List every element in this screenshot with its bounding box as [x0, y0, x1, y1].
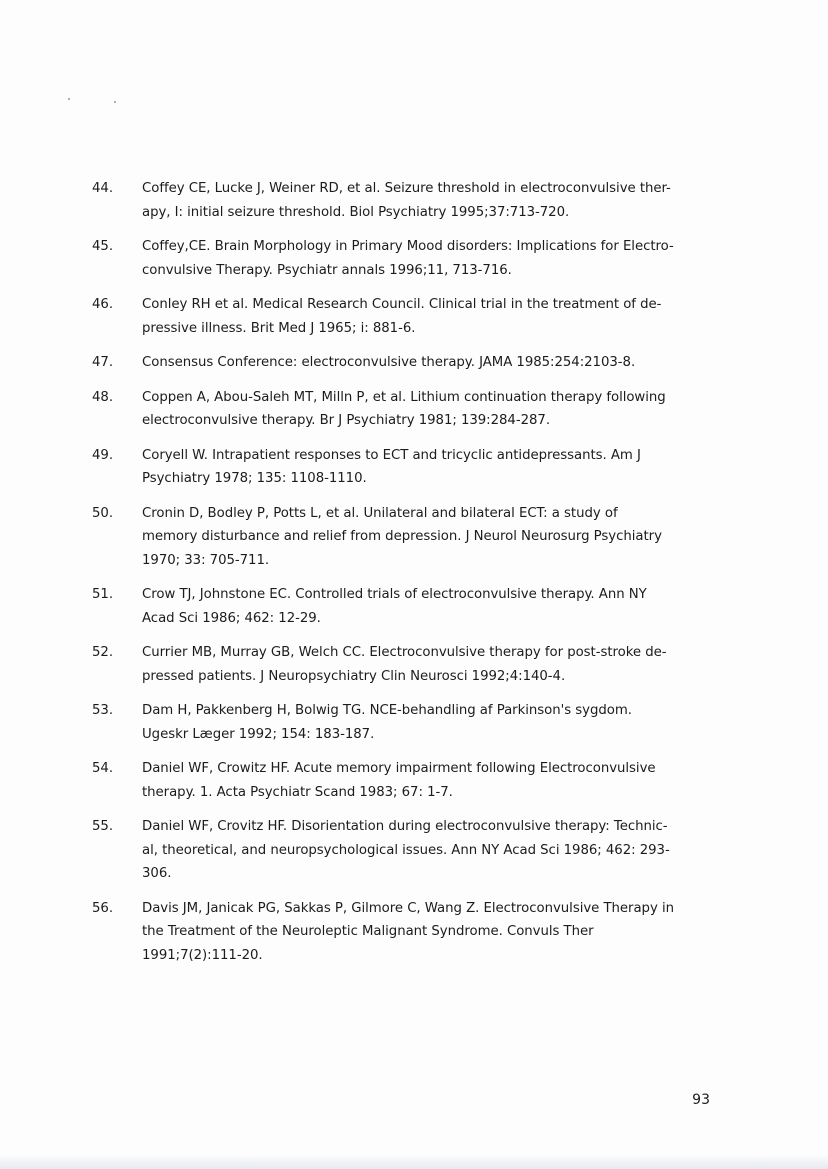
reference-text: Daniel WF, Crovitz HF. Disorientation during electroconvulsive therapy: Technic- al, theoretical, and neuropsychological issues. Ann NY Acad Sci 1986; 462: 293- 306.: [142, 819, 670, 881]
reference-list: [92, 177, 722, 978]
reference-number: 47.: [92, 355, 113, 370]
reference-number: 50.: [92, 505, 113, 521]
reference-item: [92, 386, 722, 433]
reference-number: 53.: [92, 703, 113, 718]
reference-item: [92, 502, 722, 573]
reference-number: 48.: [92, 389, 113, 405]
reference-text: Davis JM, Janicak PG, Sakkas P, Gilmore C, Wang Z. Electroconvulsive Therapy in the Treatment of the Neuroleptic Malignant Syndrome. Convuls Ther 1991;7(2):111-20.: [142, 900, 674, 963]
reference-text: Conley RH et al. Medical Research Council. Clinical trial in the treatment of de- pressive illness. Brit Med J 1965; i: 881-6.: [142, 297, 662, 336]
reference-text: Coryell W. Intrapatient responses to ECT and tricyclic antidepressants. Am J Psychiatry 1978; 135: 1108-1110.: [142, 447, 641, 486]
scan-artifact: [68, 98, 128, 104]
reference-item: [92, 699, 722, 746]
reference-text: Cronin D, Bodley P, Potts L, et al. Unilateral and bilateral ECT: a study of memory disturbance and relief from depression. J Neurol Neurosurg Psychiatry 1970; 33: 705-711.: [142, 505, 662, 568]
reference-item: [92, 757, 722, 804]
reference-item: [92, 815, 722, 886]
reference-number: 49.: [92, 447, 113, 463]
reference-item: [92, 351, 722, 375]
reference-number: 46.: [92, 297, 113, 312]
reference-number: 52.: [92, 645, 113, 660]
reference-item: [92, 897, 722, 968]
reference-item: [92, 444, 722, 491]
reference-number: 51.: [92, 587, 113, 602]
reference-item: [92, 641, 722, 688]
reference-text: Consensus Conference: electroconvulsive therapy. JAMA 1985:254:2103-8.: [142, 355, 636, 370]
reference-text: Dam H, Pakkenberg H, Bolwig TG. NCE-behandling af Parkinson's sygdom. Ugeskr Læger 1992; 154: 183-187.: [142, 703, 632, 742]
reference-item: [92, 293, 722, 340]
reference-number: 55.: [92, 819, 113, 834]
reference-text: Crow TJ, Johnstone EC. Controlled trials of electroconvulsive therapy. Ann NY Acad Sci 1986; 462: 12-29.: [142, 587, 647, 626]
reference-number: 54.: [92, 761, 113, 776]
reference-text: Coffey CE, Lucke J, Weiner RD, et al. Seizure threshold in electroconvulsive ther- apy, I: initial seizure threshold. Biol Psychiatry 1995;37:713-720.: [142, 181, 671, 220]
reference-item: [92, 235, 722, 282]
reference-number: 44.: [92, 181, 113, 196]
reference-number: 56.: [92, 900, 113, 916]
reference-text: Daniel WF, Crowitz HF. Acute memory impairment following Electroconvulsive therapy. 1. Acta Psychiatr Scand 1983; 67: 1-7.: [142, 761, 656, 800]
page-number: 93: [692, 1092, 710, 1108]
reference-item: [92, 177, 722, 224]
reference-number: 45.: [92, 239, 113, 254]
reference-text: Coppen A, Abou-Saleh MT, Milln P, et al. Lithium continuation therapy following electroconvulsive therapy. Br J Psychiatry 1981; 139:284-287.: [142, 389, 666, 428]
reference-item: [92, 583, 722, 630]
reference-text: Currier MB, Murray GB, Welch CC. Electroconvulsive therapy for post-stroke de- pressed patients. J Neuropsychiatry Clin Neurosci 1992;4:140-4.: [142, 645, 667, 684]
scan-edge-shade: [0, 1155, 828, 1169]
reference-text: Coffey,CE. Brain Morphology in Primary Mood disorders: Implications for Electro- convulsive Therapy. Psychiatr annals 1996;11, 713-716.: [142, 239, 674, 278]
